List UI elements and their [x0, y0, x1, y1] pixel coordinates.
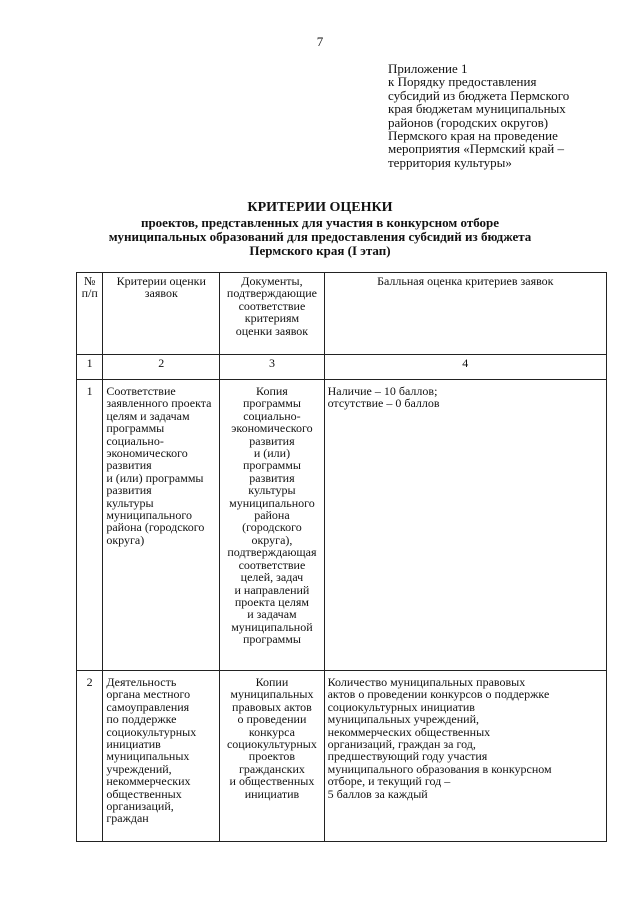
cell-text-line: заявленного проекта — [106, 396, 212, 411]
cell-text-line: Количество муниципальных правовых — [327, 675, 526, 689]
table-header-row — [77, 273, 607, 355]
cell-text-line: п/п — [81, 286, 98, 301]
cell-text-line: муниципального образования в конкурсном — [327, 761, 552, 776]
cell-text-line: Документы, — [241, 274, 303, 288]
cell-text-line: развития — [249, 433, 295, 448]
cell-text-line: (городского — [242, 520, 302, 535]
title-sub-line: муниципальных образований для предоставления субсидий из бюджета — [108, 229, 532, 244]
document-title — [40, 200, 600, 258]
cell-text-line: программы — [242, 396, 301, 411]
cell-text-line: общественных — [106, 786, 182, 801]
cell-text-line: подтверждающие — [226, 286, 317, 301]
page-number: 7 — [316, 34, 324, 49]
cell-text-line: округа) — [106, 532, 145, 547]
cell-text-line: и задачам — [247, 607, 297, 622]
cell-text-line: Копии — [255, 675, 289, 689]
header-num — [77, 273, 103, 355]
cell-text-line: экономического — [231, 421, 313, 436]
cell-text-line: развития — [106, 483, 152, 498]
header-criteria — [103, 273, 220, 355]
cell-text-line: критериям — [244, 311, 300, 326]
cell-text-line: подтверждающая — [227, 545, 317, 560]
header-documents — [220, 273, 324, 355]
cell-text-line: округа), — [251, 532, 293, 547]
cell-text-line: программы — [106, 421, 165, 436]
appendix-line: территория культуры» — [388, 154, 512, 170]
cell-text-line: экономического — [106, 446, 188, 461]
header-score — [324, 273, 606, 355]
cell-text-line: социокультурных — [106, 724, 197, 739]
appendix-line: края бюджетам муниципальных — [388, 101, 566, 117]
cell-text-line: по поддержке — [106, 712, 177, 727]
cell-text-line: отборе, и текущий год – — [327, 774, 451, 789]
cell-text-line: отсутствие – 0 баллов — [327, 396, 440, 411]
cell-text-line: 5 баллов за каждый — [327, 786, 428, 801]
cell-text-line: учреждений, — [106, 761, 172, 776]
cell-text-line: некоммерческих общественных — [327, 724, 491, 739]
cell-text-line: социально- — [243, 408, 301, 423]
cell-text-line: и (или) программы — [106, 470, 204, 485]
cell-text-line: соответствие — [238, 298, 306, 313]
row-documents — [220, 671, 324, 842]
appendix-line: мероприятия «Пермский край – — [388, 141, 564, 157]
appendix-line: районов (городских округов) — [388, 114, 549, 130]
cell-text-line: конкурса — [248, 724, 295, 739]
cell-text-line: целям и задачам — [106, 408, 190, 423]
index-cell: 1 — [77, 355, 103, 380]
title-main: КРИТЕРИИ ОЦЕНКИ — [247, 200, 393, 215]
title-sub-line: Пермского края (I этап) — [249, 243, 391, 258]
row-score — [324, 380, 606, 671]
cell-text-line: и (или) — [253, 446, 291, 461]
cell-text-line: района — [254, 508, 290, 523]
row-num: 1 — [77, 380, 103, 671]
row-criteria — [103, 671, 220, 842]
cell-text-line: развития — [106, 458, 152, 473]
cell-text-line: Критерии оценки — [116, 274, 206, 288]
table-row — [77, 380, 607, 671]
cell-text-line: гражданских — [238, 761, 305, 776]
cell-text-line: заявок — [144, 286, 178, 301]
row-criteria — [103, 380, 220, 671]
cell-text-line: района (городского — [106, 520, 205, 535]
cell-text-line: инициатив — [244, 786, 300, 801]
cell-text-line: Соответствие — [106, 384, 176, 398]
cell-text-line: муниципальных — [230, 687, 314, 702]
cell-text-line: муниципальной — [231, 619, 313, 634]
cell-text-line: муниципального — [229, 495, 315, 510]
cell-text-line: муниципальных учреждений, — [327, 712, 480, 727]
cell-text-line: № — [83, 274, 96, 288]
appendix-line: Пермского края на проведение — [388, 128, 558, 144]
index-cell: 4 — [324, 355, 606, 380]
cell-text-line: оценки заявок — [235, 323, 309, 338]
cell-text-line: самоуправления — [106, 699, 190, 714]
cell-text-line: Наличие – 10 баллов; — [327, 384, 438, 398]
cell-text-line: программы — [242, 458, 301, 473]
cell-text-line: соответствие — [238, 557, 306, 572]
criteria-table — [76, 272, 607, 842]
row-documents — [220, 380, 324, 671]
cell-text-line: некоммерческих — [106, 774, 191, 789]
cell-text-line: правовых актов — [232, 699, 312, 714]
cell-text-line: целей, задач — [240, 570, 304, 585]
cell-text-line: культуры — [248, 483, 296, 498]
cell-text-line: муниципального — [106, 508, 192, 523]
cell-text-line: о проведении — [237, 712, 307, 727]
cell-text-line: социально- — [106, 433, 164, 448]
title-subtitle — [40, 216, 600, 258]
cell-text-line: социокультурных — [226, 737, 317, 752]
cell-text-line: органа местного — [106, 687, 191, 702]
cell-text-line: и направлений — [234, 582, 310, 597]
row-score — [324, 671, 606, 842]
cell-text-line: граждан — [106, 811, 149, 826]
index-cell: 3 — [220, 355, 324, 380]
cell-text-line: развития — [249, 470, 295, 485]
row-num: 2 — [77, 671, 103, 842]
cell-text-line: и общественных — [229, 774, 315, 789]
cell-text-line: Балльная оценка критериев заявок — [377, 274, 554, 288]
appendix-note — [388, 62, 618, 169]
cell-text-line: проекта целям — [234, 594, 309, 609]
cell-text-line: программы — [242, 632, 301, 647]
appendix-line: субсидий из бюджета Пермского — [388, 87, 570, 103]
cell-text-line: Копия — [256, 384, 288, 398]
cell-text-line: муниципальных — [106, 749, 190, 764]
cell-text-line: проектов — [248, 749, 296, 764]
cell-text-line: культуры — [106, 495, 154, 510]
cell-text-line: организаций, граждан за год, — [327, 737, 476, 752]
table-index-row — [77, 355, 607, 380]
cell-text-line: социокультурных инициатив — [327, 699, 475, 714]
cell-text-line: инициатив — [106, 737, 161, 752]
cell-text-line: актов о проведении конкурсов о поддержке — [327, 687, 550, 702]
index-cell: 2 — [103, 355, 220, 380]
appendix-line: к Порядку предоставления — [388, 74, 537, 90]
title-sub-line: проектов, представленных для участия в конкурсном отборе — [140, 215, 500, 230]
cell-text-line: предшествующий году участия — [327, 749, 488, 764]
cell-text-line: организаций, — [106, 799, 174, 814]
cell-text-line: Деятельность — [106, 675, 177, 689]
appendix-line: Приложение 1 — [388, 61, 468, 76]
table-row — [77, 671, 607, 842]
